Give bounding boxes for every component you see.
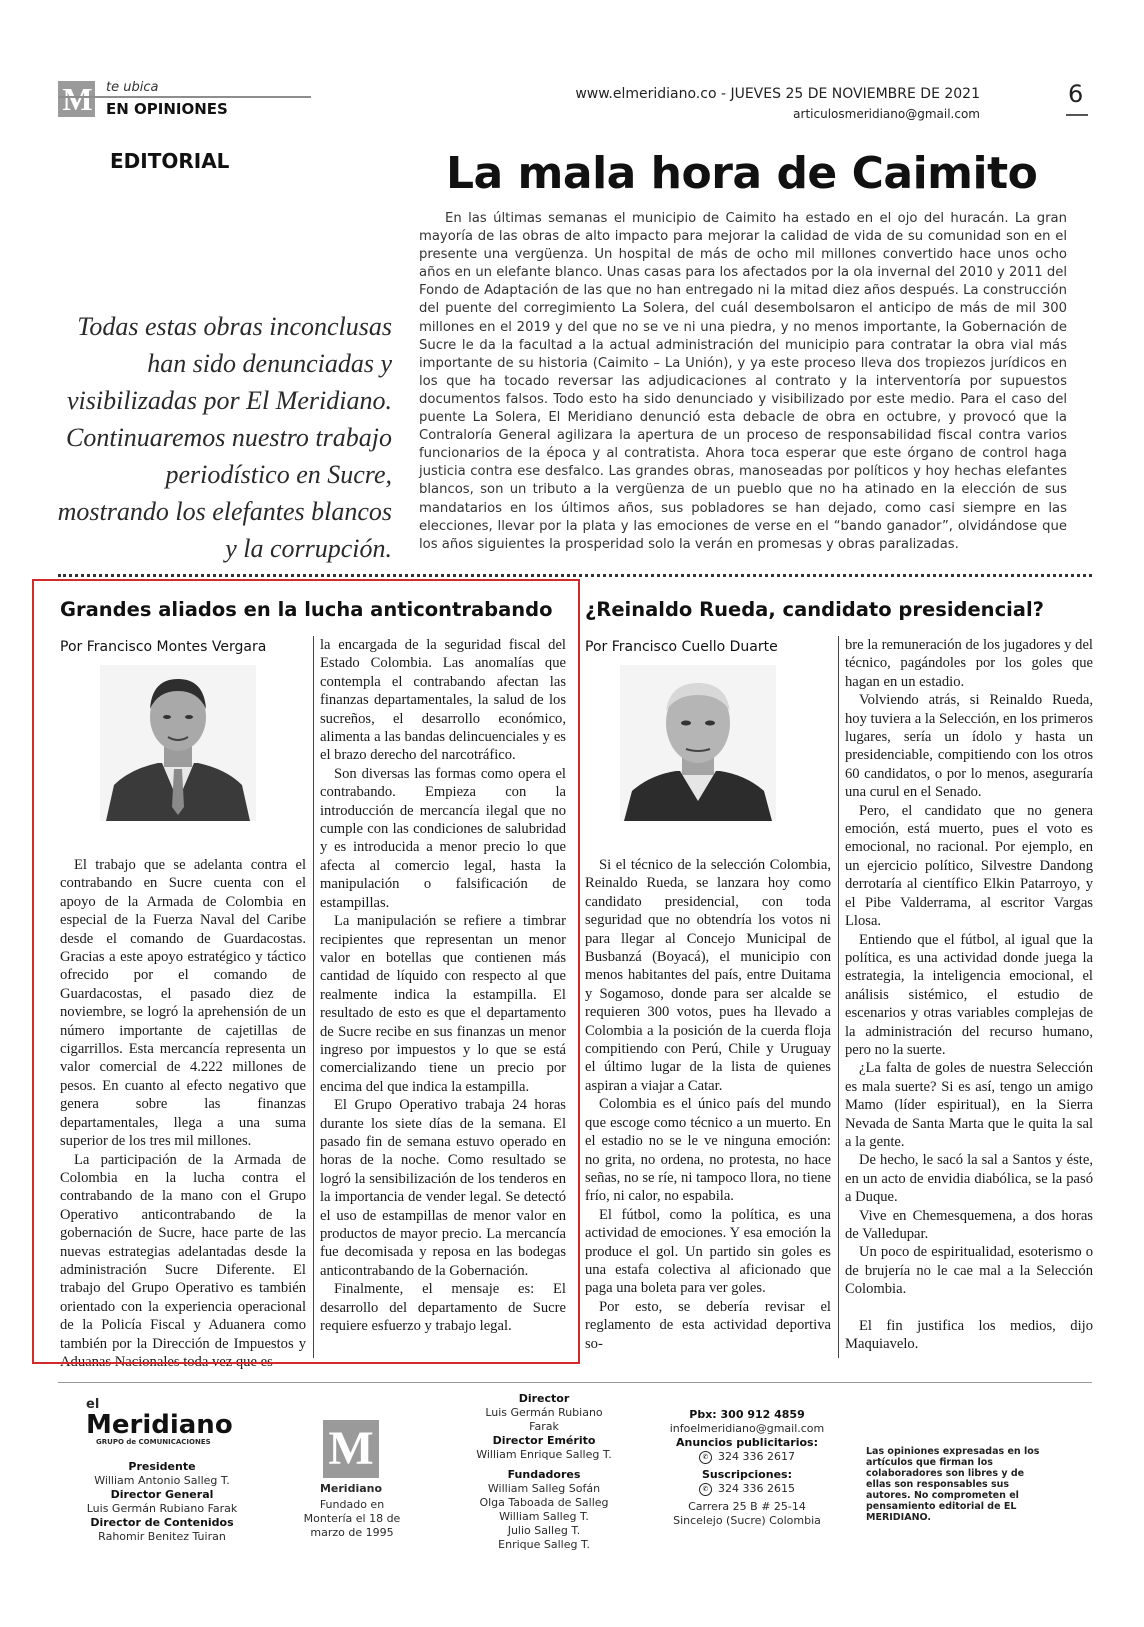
author-photo-right xyxy=(620,665,776,821)
paragraph: La participación de la Armada de Colombia en la lucha contra el contrabando de la mano con el Grupo Operativo anticontrabando de la gobernación de Sucre, hace parte de las nuevas estrategias adelantadas desde la administración Sucre Diferente. El trabajo del Grupo Operativo es también orientado con la experiencia operacional de la Policía Fiscal y Aduanera como también por la Dirección de Impuestos y Aduanas Nacionales toda vez que es xyxy=(60,1151,306,1370)
paragraph: Si el técnico de la selección Colombia, Reinaldo Rueda, se lanzara hoy como candidato presidencial, con toda seguridad que no obtendría los votos ni para llegar al Concejo Municipal de Busbanzá (Boyacá), el municipio con menos habitantes del país, entre Duitama y Sogamoso, donde para ser alcalde se requieren 300 votos, pues ha llevado a Colombia a la posición de la cuerda floja compitiendo con Perú, Chile y Uruguay el último lugar de la lista de quienes aspiran a viajar a Catar. xyxy=(585,857,831,1094)
address-city: Sincelejo (Sucre) Colombia xyxy=(673,1514,821,1527)
ads-label: Anuncios publicitarios: xyxy=(675,1436,819,1449)
paragraph: la encargada de la seguridad fiscal del Estado Colombia. Las anomalías que contempla el contrabando afectan las finanzas departamentales, la salud de los sucreños, el desarrollo económico, alimenta a las bandas delincuenciales y es el brazo derecho del narcotráfico. xyxy=(320,637,566,764)
staff-name: William Enrique Salleg T. xyxy=(476,1448,612,1461)
founder-name: William Salleg T. xyxy=(499,1510,589,1523)
paragraph: El Grupo Operativo trabaja 24 horas durante los siete días de la semana. El pasado fin de semana estuvo operado en horas de la noche. Como resultado se logró la sensibilización de los tenderos en la importancia de vender legal. Se detectó el uso de estampillas de menor valor en productos de mayor precio. La mercancía fue decomisada y reposa en las bodegas anticontrabando de la Gobernación. xyxy=(320,1097,566,1279)
contact-email: articulosmeridiano@gmail.com xyxy=(793,107,980,121)
byline-right: Por Francisco Cuello Duarte xyxy=(585,639,778,655)
editorial-label: EDITORIAL xyxy=(110,149,230,173)
staff-name: Rahomir Benitez Tuiran xyxy=(98,1530,226,1543)
paragraph: Pero, el candidato que no genera emoción, está muerto, pues el voto es emocional, no racional. Por ejemplo, en un ejercicio político, Silvestre Dandong derrotaría al científico Elkin Patarroyo, y el Pibe Valderrama, al escritor Vargas Llosa. xyxy=(845,802,1093,930)
subs-label: Suscripciones: xyxy=(702,1468,792,1481)
logo-group: GRUPO de COMUNICACIONES xyxy=(96,1438,211,1446)
footer xyxy=(58,1390,1092,1570)
paragraph: Un poco de espiritualidad, esoterismo o de brujería no le cae mal a la Selección Colombia. xyxy=(845,1244,1093,1298)
page-number: 6 xyxy=(1068,80,1084,108)
paragraph: El fútbol, como la política, es una actividad de emociones. Y esa emoción la produce el gol. Un partido sin goles es una estafa colectiva al aficionado que paga una boleta para ver goles. xyxy=(585,1206,831,1297)
staff-name: Luis Germán Rubiano Farak xyxy=(485,1406,603,1433)
page-number-rule xyxy=(1066,114,1088,116)
center-logo-mark: M xyxy=(323,1420,379,1478)
ads-phone[interactable]: 324 336 2617 xyxy=(718,1450,795,1463)
founder-name: Olga Taboada de Salleg xyxy=(479,1496,609,1509)
byline-left: Por Francisco Montes Vergara xyxy=(60,639,267,655)
paragraph: Vive en Chemesquemena, a dos horas de Valledupar. xyxy=(845,1207,1093,1242)
role-label: Director xyxy=(518,1392,570,1405)
footer-email[interactable]: infoelmeridiano@gmail.com xyxy=(669,1422,825,1435)
role-label: Fundadores xyxy=(507,1468,581,1481)
staff-list-left xyxy=(82,1460,242,1544)
paragraph: Entiendo que el fútbol, al igual que la política, es una actividad donde juega la estrategia, la inteligencia emocional, el análisis sistémico, el estudio de escenarios y otras variables complejas de la administración del recurso humano, pero no la suerte. xyxy=(845,931,1093,1058)
article-right-column-2 xyxy=(845,636,1093,1353)
paragraph: Finalmente, el mensaje es: El desarrollo del departamento de Sucre requiere esfuerzo y trabajo legal. xyxy=(320,1281,566,1335)
article-title-right: ¿Reinaldo Rueda, candidato presidencial? xyxy=(585,598,1044,621)
pull-quote: Todas estas obras inconclusas han sido denunciadas y visibilizadas por El Meridiano. Continuaremos nuestro trabajo periodístico en Sucre, mostrando los elefantes blancos y la corrupción. xyxy=(57,312,392,563)
paragraph: Por esto, se debería revisar el reglamento de esta actividad deportiva so- xyxy=(585,1298,831,1352)
founded-note: Fundado en Montería el 18 de marzo de 1995 xyxy=(303,1498,401,1539)
pbx-number: Pbx: 300 912 4859 xyxy=(689,1408,805,1421)
section-divider xyxy=(58,574,1092,577)
founder-name: Enrique Salleg T. xyxy=(498,1538,590,1551)
paragraph: El trabajo que se adelanta contra el contrabando en Sucre cuenta con el apoyo de la Armada de Colombia en especial de la Fuerza Naval del Caribe desde el comando de Guardacostas. Gracias a este apoyo estratégico y táctico ofrecido por el comando de Guardacostas, el pasado diez de noviembre, se logró la aprehensión de un número importante de cajetillas de cigarrillos. Esta mercancía representa un valor comercial de 4.222 millones de pesos. En cuanto al efecto negativo que genera sobre las finanzas departamentales, llega a una suma superior de los tres mil millones. xyxy=(60,857,306,1150)
role-label: Presidente xyxy=(128,1460,196,1473)
center-logo[interactable] xyxy=(316,1420,386,1495)
brand-rule xyxy=(58,96,311,98)
center-logo-name: Meridiano xyxy=(319,1482,383,1495)
role-label: Director Emérito xyxy=(492,1434,596,1447)
founder-name: Julio Salleg T. xyxy=(507,1524,581,1537)
section-name: EN OPINIONES xyxy=(106,100,228,118)
disclaimer: Las opiniones expresadas en los artículos que firman los colaboradores son libres y de ellas son responsables sus autores. No comprometen el pensamiento editorial de EL MERIDIANO. xyxy=(866,1446,1040,1523)
paragraph: El fin justifica los medios, dijo Maquiavelo. xyxy=(845,1317,1093,1353)
brand-logo[interactable]: M xyxy=(58,81,95,117)
column-rule xyxy=(838,636,839,1358)
whatsapp-icon: ✆ xyxy=(699,1451,712,1464)
address-line: Carrera 25 B # 25-14 xyxy=(688,1500,806,1513)
paragraph: Colombia es el único país del mundo que escoge como técnico a un muerto. En el estadio no se le ve ninguna emoción: no grita, no ordena, no protesta, no hace señas, no se ríe, ni tampoco llora, no tiene frío, ni calor, no espabila. xyxy=(585,1096,831,1205)
paragraph: De hecho, le sacó la sal a Santos y éste, en un acto de envidia diabólica, se la pasó a Duque. xyxy=(845,1152,1093,1206)
contact-block xyxy=(662,1408,832,1528)
article-title-left: Grandes aliados en la lucha anticontrabando xyxy=(60,598,553,621)
article-right-column-1 xyxy=(585,856,831,1353)
role-label: Director General xyxy=(110,1488,214,1501)
staff-name: William Antonio Salleg T. xyxy=(94,1474,230,1487)
footer-rule xyxy=(58,1382,1092,1383)
logo-el: el xyxy=(86,1397,100,1412)
editorial-body: En las últimas semanas el municipio de Caimito ha estado en el ojo del huracán. La gran mayoría de las obras de alto impacto para mejorar la calidad de vida de su comunidad son en el presente una vergüenza. Un hospital de más de ocho mil millones convertido hace unos ocho años en un elefante blanco. Unas casas para los afectados por la ola invernal del 2010 y 2011 del Fondo de Adaptación de las que no han entregado ni la mitad diez años después. La construcción del puente del corregimiento La Solera, del cuál desembolsaron el anticipo de más de mil 300 millones en el 2019 y del que no se ve ni una piedra, y no menos importante, la Gobernación de Sucre le da la facultad a la actual administración del municipio para contratar la obra vial más importante de su historia (Caimito – La Unión), y ya este proceso lleva dos tropiezos jurídicos en los que ha tocado reversar las adjudicaciones al contrato y la interventoría por supuestos documentos falsos. Todo esto ha sido denunciado y visibilizado por este medio. Para el caso del puente La Solera, El Meridiano denunció esta debacle de obra en octubre, y provocó que la Contraloría General agilizara la apertura de un proceso de responsabilidad fiscal contra varios funcionarios de la época y al contratista. Ahora toca esperar que este órgano de control haga justicia contra ese desfalco. Las grandes obras, manoseadas por políticos y hoy hechas elefantes blancos, son un tributo a la vergüenza de un pueblo que no ha atinado en la elección de sus mandatarios en los últimos años, sus pobladores se han dejado, como casi siempre en las elecciones, llevar por la plata y las emociones de verse en el “bando ganador”, olvidándose que los años siguientes la prosperidad solo la verán en promesas y obras paralizadas. xyxy=(419,211,1067,552)
whatsapp-icon: ✆ xyxy=(699,1483,712,1496)
paragraph: ¿La falta de goles de nuestra Selección es mala suerte? Si es así, tengo un amigo Mamo (líder espiritual), en la Sierra Nevada de Santa Marta que le quita la sal a la gente. xyxy=(845,1060,1093,1150)
founder-name: William Salleg Sofán xyxy=(487,1482,601,1495)
staff-list-center xyxy=(474,1392,614,1552)
logo-name: Meridiano xyxy=(86,1410,233,1440)
staff-name: Luis Germán Rubiano Farak xyxy=(86,1502,238,1515)
paragraph-spacer xyxy=(845,1299,1093,1317)
paragraph: La manipulación se refiere a timbrar recipientes que representan un menor valor en botellas que contienen más cantidad de líquido con respecto al que realmente indica la estampilla. El resultado de esto es que el departamento de Sucre recibe en sus finanzas un menor ingreso por impuestos y lo que se está comercializando tiene un precio por encima del que indica la estampilla. xyxy=(320,913,566,1095)
brand-tagline: te ubica xyxy=(106,80,159,95)
paragraph: Volviendo atrás, si Reinaldo Rueda, hoy tuviera a la Selección, en los primeros lugares, sería un ídolo y hasta un presidenciable, compitiendo con los otros 60 candidatos, o por lo menos, aseguraría una curul en el Senado. xyxy=(845,692,1094,801)
footer-brand-logo[interactable] xyxy=(86,1398,246,1447)
paragraph: bre la remuneración de los jugadores y del técnico, pagándoles por los goles que hagan en un estadio. xyxy=(845,637,1093,690)
subs-phone[interactable]: 324 336 2615 xyxy=(718,1482,795,1495)
editorial-title: La mala hora de Caimito xyxy=(446,148,1038,199)
website-date-line: www.elmeridiano.co - JUEVES 25 DE NOVIEMBRE DE 2021 xyxy=(575,86,980,102)
role-label: Director de Contenidos xyxy=(90,1516,234,1529)
paragraph: Son diversas las formas como opera el contrabando. Empieza con la introducción de mercancía ilegal que no cumple con las condiciones de salubridad y es introducida a menor precio lo que afecta al comercio legal, hasta la manipulación o falsificación de estampillas. xyxy=(320,765,566,911)
highlight-box xyxy=(32,579,580,1364)
